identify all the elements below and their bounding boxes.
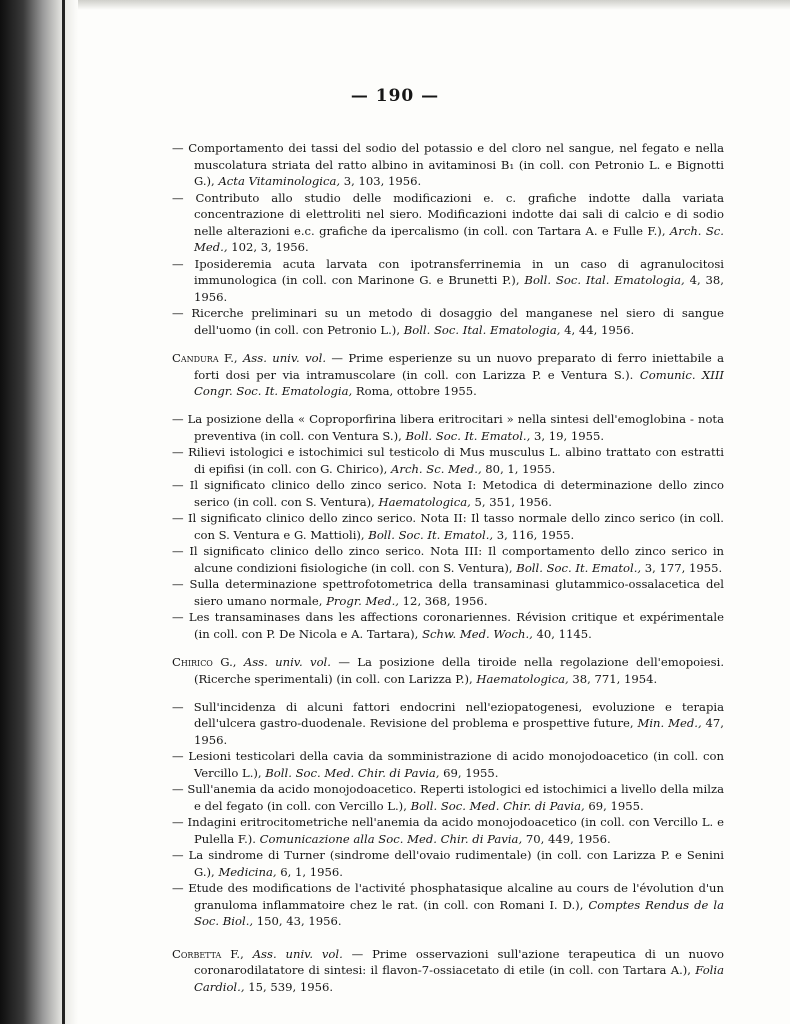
list-item: — Il significato clinico dello zinco serico. Nota I: Metodica di determinazione dello zinco serico (in coll. con S. Ventura), Haematologica, 5, 351, 1956.: [172, 478, 724, 509]
list-item: — Sull'incidenza di alcuni fattori endocrini nell'eziopatogenesi, evoluzione e terapia dell'ulcera gastro-duodenale. Revisione del problema e prospettive future, Min. Med., 47, 1956.: [172, 699, 724, 747]
list-item: — Ricerche preliminari su un metodo di dosaggio del manganese nel siero di sangue dell'uomo (in coll. con Petronio L.), Boll. Soc. Ital. Ematologia, 4, 44, 1956.: [172, 306, 724, 337]
section-lead: Corbetta F., Ass. univ. vol. — Prime osservazioni sull'azione terapeutica di un nuovo coronarodilatatore di sintesi: il flavon-7-ossiacetato di etile (in coll. con Tartara A.), Folia Cardiol., 15, 539, 1956.: [172, 946, 725, 994]
list-item: — Contributo allo studio delle modificazioni e. c. grafiche indotte dalla variata concentrazione di elettroliti nel siero. Modificazioni indotte dai sali di calcio e di sodio nelle alterazioni e.c. grafiche da ipercalismo (in coll. con Tartara A. e Fulle F.), Arch. Sc. Med., 102, 3, 1956.: [172, 190, 724, 254]
author-name: Corbetta F.,: [172, 946, 244, 961]
page-number: — 190 —: [350, 86, 440, 106]
list-item: — Les transaminases dans les affections coronariennes. Révision critique et expérimentale (in coll. con P. De Nicola e A. Tartara), Schw. Med. Woch., 40, 1145.: [172, 610, 724, 641]
list-item: — Sulla determinazione spettrofotometrica della transaminasi glutammico-ossalacetica del siero umano normale, Progr. Med., 12, 368, 1956.: [172, 577, 724, 608]
section-lead: Candura F., Ass. univ. vol. — Prime esperienze su un nuovo preparato di ferro iniettabile a forti dosi per via intramuscolare (in coll. con Larizza P. e Ventura S.). Comunic. XIII Congr. Soc. It. Ematologia, Roma, ottobre 1955.: [172, 351, 725, 398]
author-role: Ass. univ. vol.: [252, 946, 343, 961]
author-name: Chirico G.,: [172, 655, 237, 670]
list-item: — Il significato clinico dello zinco serico. Nota II: Il tasso normale dello zinco serico (in coll. con S. Ventura e G. Mattioli), Boll. Soc. It. Ematol., 3, 116, 1955.: [172, 511, 724, 542]
list-item: — Lesioni testicolari della cavia da somministrazione di acido monojodoacetico (in coll. con Vercillo L.), Boll. Soc. Med. Chir. di Pavia, 69, 1955.: [172, 749, 724, 780]
list-item: — Indagini eritrocitometriche nell'anemia da acido monojodoacetico (in coll. con Vercillo L. e Pulella F.). Comunicazione alla Soc. Med. Chir. di Pavia, 70, 449, 1956.: [172, 815, 724, 846]
author-role: Ass. univ. vol.: [243, 655, 331, 670]
author-name: Candura F.,: [172, 351, 238, 365]
intro-entries: [172, 140, 724, 338]
section-chirico: [172, 654, 724, 930]
list-item: — La posizione della « Coproporfirina libera eritrocitari » nella sintesi dell'emoglobina - nota preventiva (in coll. con Ventura S.), Boll. Soc. It. Ematol., 3, 19, 1955.: [172, 412, 724, 443]
list-item: — Sull'anemia da acido monojodoacetico. Reperti istologici ed istochimici a livello della milza e del fegato (in coll. con Vercillo L.), Boll. Soc. Med. Chir. di Pavia, 69, 1955.: [172, 782, 724, 813]
bibliography-body: [172, 140, 724, 1007]
book-spine-shadow: [0, 0, 78, 1024]
list-item: — La sindrome di Turner (sindrome dell'ovaio rudimentale) (in coll. con Larizza P. e Senini G.), Medicina, 6, 1, 1956.: [172, 848, 724, 879]
page-top-edge: [78, 0, 790, 10]
author-role: Ass. univ. vol.: [242, 351, 327, 365]
section-lead: Chirico G., Ass. univ. vol. — La posizione della tiroide nella regolazione dell'emopoiesi. (Ricerche sperimentali) (in coll. con Larizza P.), Haematologica, 38, 771, 1954.: [172, 655, 725, 686]
list-item: — Rilievi istologici e istochimici sul testicolo di Mus musculus L. albino trattato con estratti di epifisi (in coll. con G. Chirico), Arch. Sc. Med., 80, 1, 1955.: [172, 445, 724, 476]
list-item: — Etude des modifications de l'activité phosphatasique alcaline au cours de l'évolution d'un granuloma inflammatoire chez le rat. (in coll. con Romani I. D.), Comptes Rendus de la Soc. Biol., 150, 43, 1956.: [172, 881, 725, 929]
list-item: — Iposideremia acuta larvata con ipotransferrinemia in un caso di agranulocitosi immunologica (in coll. con Marinone G. e Brunetti P.), Boll. Soc. Ital. Ematologia, 4, 38, 1956.: [172, 256, 724, 304]
section-candura: [172, 350, 724, 642]
section-corbetta: [172, 946, 724, 996]
list-item: — Il significato clinico dello zinco serico. Nota III: Il comportamento dello zinco serico in alcune condizioni fisiologiche (in coll. con S. Ventura), Boll. Soc. It. Ematol., 3, 177, 1955.: [172, 544, 724, 575]
list-item: — Comportamento dei tassi del sodio del potassio e del cloro nel sangue, nel fegato e nella muscolatura striata del ratto albino in avitaminosi B₁ (in coll. con Petronio L. e Bignotti G.), Acta Vitaminologica, 3, 103, 1956.: [172, 141, 724, 188]
